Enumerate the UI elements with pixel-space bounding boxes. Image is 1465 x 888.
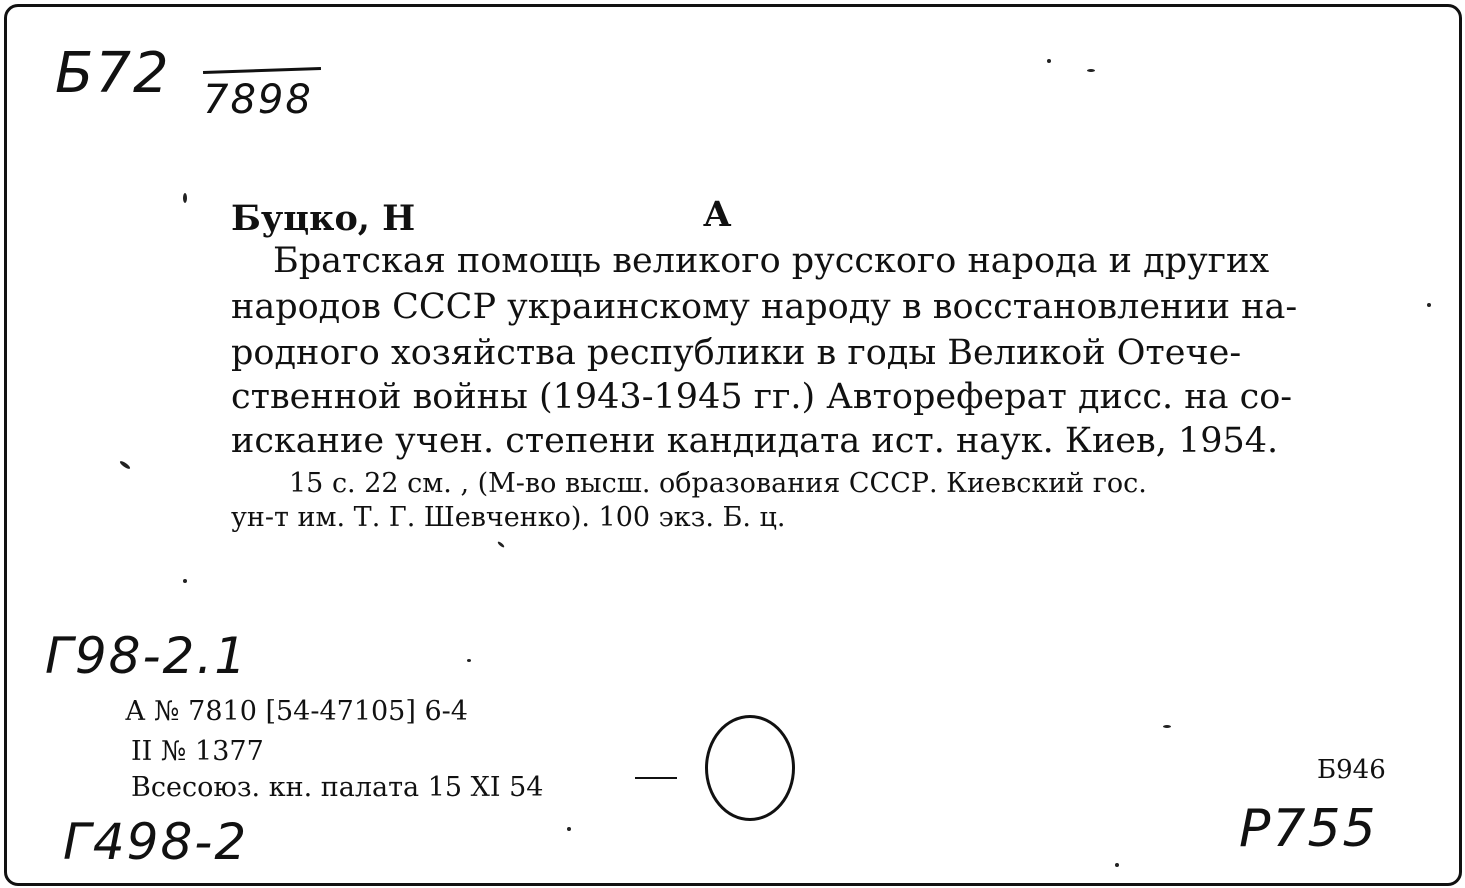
classification-1: Г98-2.1	[45, 627, 249, 685]
title-line-4: ственной войны (1943-1945 гг.) Автореферат дисс. на со-	[231, 377, 1293, 417]
author-name: Буцко, Н	[231, 198, 416, 239]
handwritten-right: Р755	[1239, 799, 1378, 859]
title-line-2: народов СССР украинскому народу в восстановлении на-	[231, 287, 1298, 327]
card-hole	[705, 715, 795, 821]
speck	[1163, 725, 1171, 728]
physical-line-2: ун-т им. Т. Г. Шевченко). 100 экз. Б. ц.	[231, 502, 786, 533]
speck	[119, 460, 131, 470]
call-number-prefix: Б72	[55, 41, 171, 106]
speck	[567, 827, 571, 831]
speck	[1087, 69, 1095, 72]
code-right: Б946	[1317, 755, 1386, 785]
speck	[1115, 863, 1119, 867]
call-number-rule	[203, 67, 321, 74]
physical-line-1: 15 с. 22 см. , (М-во высш. образования СССР. Киевский гос.	[289, 468, 1147, 499]
speck	[183, 579, 187, 583]
title-line-3: родного хозяйства республики в годы Великой Отече-	[231, 333, 1242, 373]
imprint-line-2: II № 1377	[131, 736, 264, 767]
title-line-5: искание учен. степени кандидата ист. наук. Киев, 1954.	[231, 421, 1279, 461]
catalog-card	[4, 4, 1462, 886]
speck	[497, 541, 505, 548]
imprint-line-3: Всесоюз. кн. палата 15 XI 54	[131, 772, 544, 803]
imprint-dash	[635, 777, 677, 779]
classification-2: Г498-2	[63, 813, 249, 871]
title-line-1: Братская помощь великого русского народа и других	[273, 241, 1270, 281]
imprint-line-1: А № 7810 [54-47105] 6-4	[125, 696, 468, 727]
call-number-number: 7898	[203, 77, 313, 123]
speck	[183, 193, 187, 203]
speck	[467, 659, 471, 662]
speck	[1047, 59, 1051, 63]
author-letter: А	[703, 194, 732, 235]
speck	[1427, 303, 1431, 307]
